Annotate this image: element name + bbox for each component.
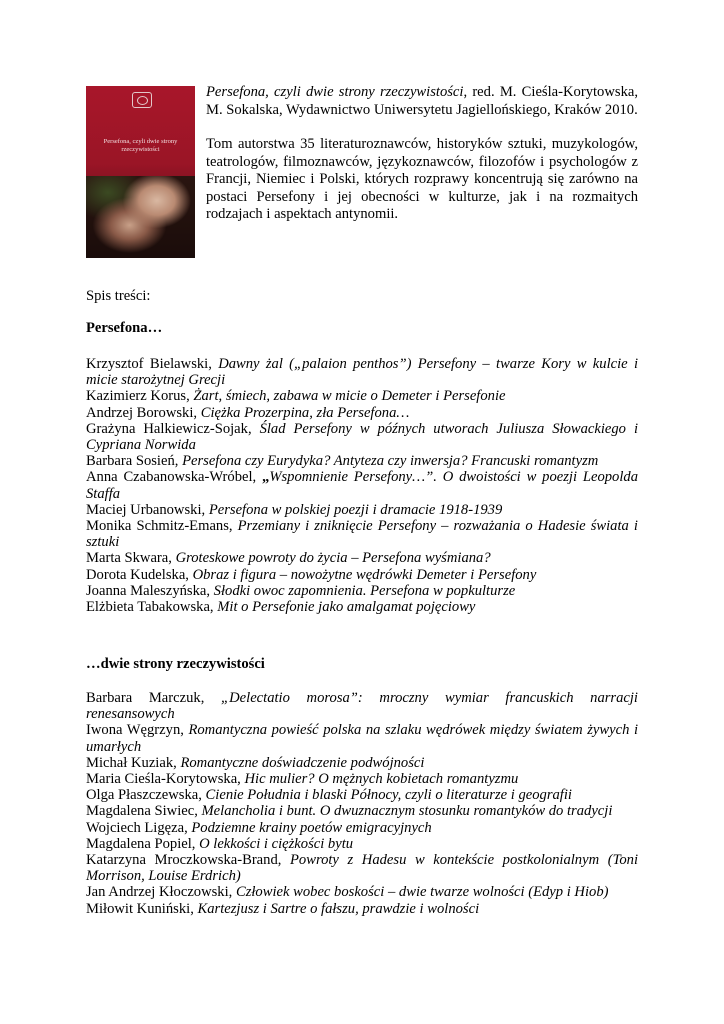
cover-title-line2: rzeczywistości xyxy=(121,146,160,153)
toc-heading: Spis treści: xyxy=(86,288,151,304)
citation xyxy=(206,84,638,119)
toc-entry: Iwona Węgrzyn, Romantyczna powieść polska na szlaku wędrówek między światem żywych i umarłych xyxy=(86,722,638,755)
citation-title: Persefona, czyli dwie strony rzeczywistości xyxy=(206,84,464,100)
toc-entry: Michał Kuziak, Romantyczne doświadczenie podwójności xyxy=(86,754,425,771)
toc-entry: Dorota Kudelska, Obraz i figura – nowożytne wędrówki Demeter i Persefony xyxy=(86,566,537,583)
toc-entry: Joanna Maleszyńska, Słodki owoc zapomnienia. Persefona w popkulturze xyxy=(86,582,516,599)
toc-entry: Maria Cieśla-Korytowska, Hic mulier? O mężnych kobietach romantyzmu xyxy=(86,771,519,788)
section-heading-1: Persefona… xyxy=(86,320,163,336)
toc-entry: Magdalena Popiel, O lekkości i ciężkości bytu xyxy=(86,835,354,852)
toc-entry: Olga Płaszczewska, Cienie Południa i blaski Północy, czyli o literaturze i geografii xyxy=(86,787,572,804)
toc-entry: Magdalena Siwiec, Melancholia i bunt. O dwuznacznym stosunku romantyków do tradycji xyxy=(86,803,613,820)
toc-entry: Krzysztof Bielawski, Dawny żal („palaion penthos”) Persefony – twarze Kory w kulcie i micie starożytnej Grecji xyxy=(86,356,638,389)
cover-title xyxy=(92,138,189,154)
citation-details: , red. M. Cieśla-Korytowska, M. Sokalska, Wydawnictwo Uniwersytetu Jagiellońskiego, Kraków 2010. xyxy=(206,84,638,118)
toc-entry: Wojciech Ligęza, Podziemne krainy poetów emigracyjnych xyxy=(86,819,432,836)
book-cover-image xyxy=(86,86,195,258)
toc-entry: Anna Czabanowska-Wróbel, „Wspomnienie Persefony…”. O dwoistości w poezji Leopolda Staffa xyxy=(86,469,638,502)
toc-entry: Andrzej Borowski, Ciężka Prozerpina, zła Persefona… xyxy=(86,404,410,421)
publisher-logo-icon xyxy=(132,92,152,108)
toc-list-1 xyxy=(86,356,638,615)
toc-entry: Jan Andrzej Kłoczowski, Człowiek wobec boskości – dwie twarze wolności (Edyp i Hiob) xyxy=(86,884,609,901)
toc-entry: Elżbieta Tabakowska, Mit o Persefonie jako amalgamat pojęciowy xyxy=(86,599,476,616)
toc-entry: Marta Skwara, Groteskowe powroty do życia – Persefona wyśmiana? xyxy=(86,550,491,567)
toc-entry: Miłowit Kuniński, Kartezjusz i Sartre o fałszu, prawdzie i wolności xyxy=(86,900,480,917)
book-description: Tom autorstwa 35 literaturoznawców, historyków sztuki, muzykologów, teatrologów, filmoznawców, językoznawców, filozofów i psychologów z Francji, Niemiec i Polski, których rozprawy koncentrują się zarówno na postaci Persefony i jej obecności w kulturze, jak i na rozmaitych rodzajach i aspektach antynomii. xyxy=(206,136,638,222)
toc-entry: Katarzyna Mroczkowska-Brand, Powroty z Hadesu w kontekście postkolonialnym (Toni Morrison, Louise Erdrich) xyxy=(86,852,638,885)
cover-painting xyxy=(86,176,195,258)
book-info xyxy=(206,84,638,224)
toc-entry: Barbara Sosień, Persefona czy Eurydyka? Antyteza czy inwersja? Francuski romantyzm xyxy=(86,453,599,470)
toc-entry: Maciej Urbanowski, Persefona w polskiej poezji i dramacie 1918-1939 xyxy=(86,501,503,518)
cover-title-line1: Persefona, czyli dwie strony xyxy=(103,138,178,145)
toc-entry: Grażyna Halkiewicz-Sojak, Ślad Persefony w późnych utworach Juliusza Słowackiego i Cypriana Norwida xyxy=(86,420,639,454)
toc-list-2 xyxy=(86,690,638,917)
toc-entry: Kazimierz Korus, Żart, śmiech, zabawa w micie o Demeter i Persefonie xyxy=(86,388,506,405)
section-heading-2: …dwie strony rzeczywistości xyxy=(86,656,265,672)
toc-entry: Barbara Marczuk, „Delectatio morosa”: mroczny wymiar francuskich narracji renesansowych xyxy=(86,690,638,723)
toc-entry: Monika Schmitz-Emans, Przemiany i zniknięcie Persefony – rozważania o Hadesie świata i sztuki xyxy=(86,518,638,551)
